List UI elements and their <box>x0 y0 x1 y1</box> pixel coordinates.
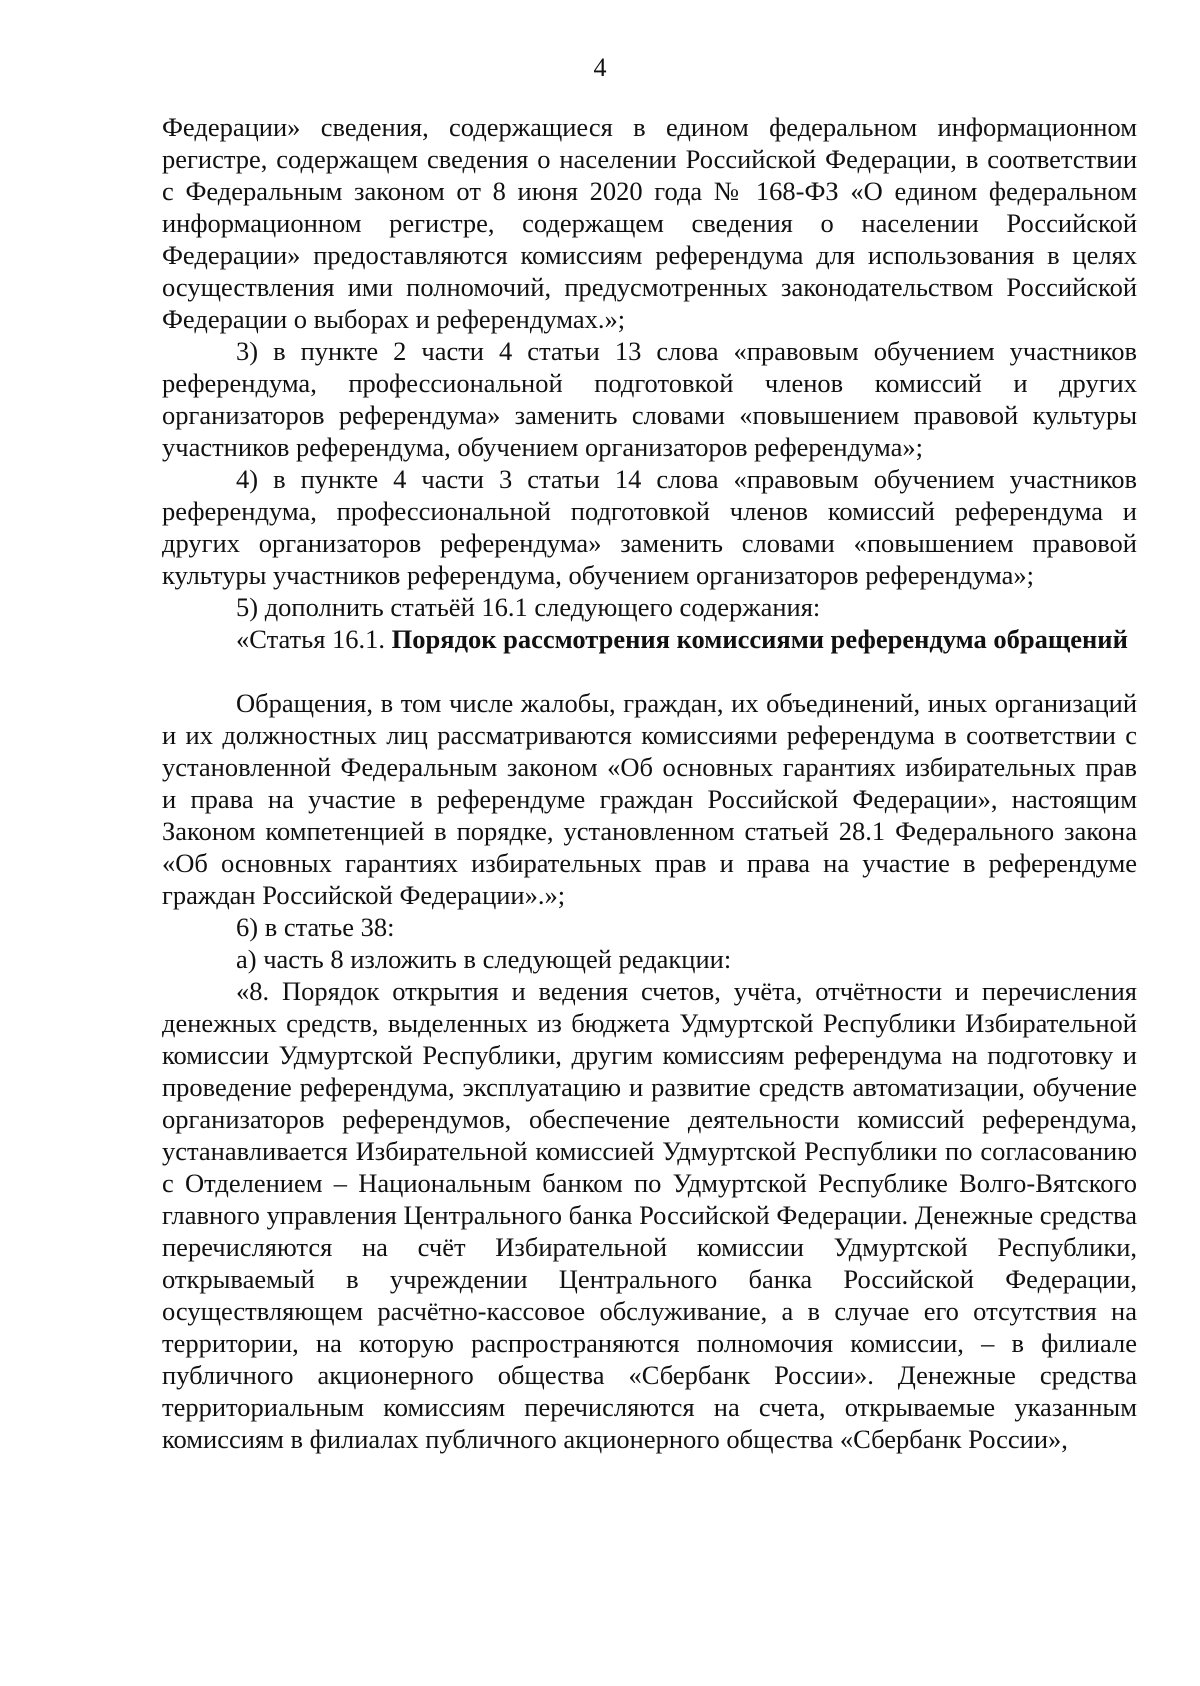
article-heading-title: Порядок рассмотрения комиссиями референдума обращений <box>391 624 1128 654</box>
paragraph-item-4: 4) в пункте 4 части 3 статьи 14 слова «правовым обучением участников референдума, профессиональной подготовкой членов комиссий референдума и других организаторов референдума» заменить словами «повышением правовой культуры участников референдума, обучением организаторов референдума»; <box>162 464 1137 590</box>
page-number: 4 <box>593 53 607 82</box>
paragraph-item-3: 3) в пункте 2 части 4 статьи 13 слова «правовым обучением участников референдума, профессиональной подготовкой членов комиссий и других организаторов референдума» заменить словами «повышением правовой культуры участников референдума, обучением организаторов референдума»; <box>162 336 1137 462</box>
paragraph-part-8: «8. Порядок открытия и ведения счетов, учёта, отчётности и перечисления денежных средств, выделенных из бюджета Удмуртской Республики Избирательной комиссии Удмуртской Республики, другим комиссиям референдума на подготовку и проведение референдума, эксплуатацию и развитие средств автоматизации, обучение организаторов референдумов, обеспечение деятельности комиссий референдума, устанавливается Избирательной комиссией Удмуртской Республики по согласованию с Отделением – Национальным банком по Удмуртской Республике Волго-Вятского главного управления Центрального банка Российской Федерации. Денежные средства перечисляются на счёт Избирательной комиссии Удмуртской Республики, открываемый в учреждении Центрального банка Российской Федерации, осуществляющем расчётно-кассовое обслуживание, а в случае его отсутствия на территории, на которую распространяются полномочия комиссии, – в филиале публичного акционерного общества «Сбербанк России». Денежные средства территориальным комиссиям перечисляются на счета, открываемые указанным комиссиям в филиалах публичного акционерного общества «Сбербанк России», <box>162 976 1137 1454</box>
paragraph-subitem-a: а) часть 8 изложить в следующей редакции: <box>236 944 732 974</box>
paragraph-item-6: 6) в статье 38: <box>236 912 395 942</box>
paragraph-continuation: Федерации» сведения, содержащиеся в едином федеральном информационном регистре, содержащем сведения о населении Российской Федерации, в соответствии с Федеральным законом от 8 июня 2020 года № 168-ФЗ «О едином федеральном информационном регистре, содержащем сведения о населении Российской Федерации» предоставляются комиссиям референдума для использования в целях осуществления ими полномочий, предусмотренных законодательством Российской Федерации о выборах и референдумах.»; <box>162 112 1137 334</box>
article-heading <box>162 623 1137 655</box>
document-body <box>162 111 1137 1455</box>
paragraph-article-body: Обращения, в том числе жалобы, граждан, их объединений, иных организаций и их должностных лиц рассматриваются комиссиями референдума в соответствии с установленной Федеральным законом «Об основных гарантиях избирательных прав и права на участие в референдуме граждан Российской Федерации», настоящим Законом компетенцией в порядке, установленном статьей 28.1 Федерального закона «Об основных гарантиях избирательных прав и права на участие в референдуме граждан Российской Федерации».»; <box>162 688 1137 910</box>
article-heading-prefix: «Статья 16.1. <box>236 624 392 654</box>
spacer <box>162 655 1137 687</box>
paragraph-item-5: 5) дополнить статьёй 16.1 следующего содержания: <box>236 592 821 622</box>
